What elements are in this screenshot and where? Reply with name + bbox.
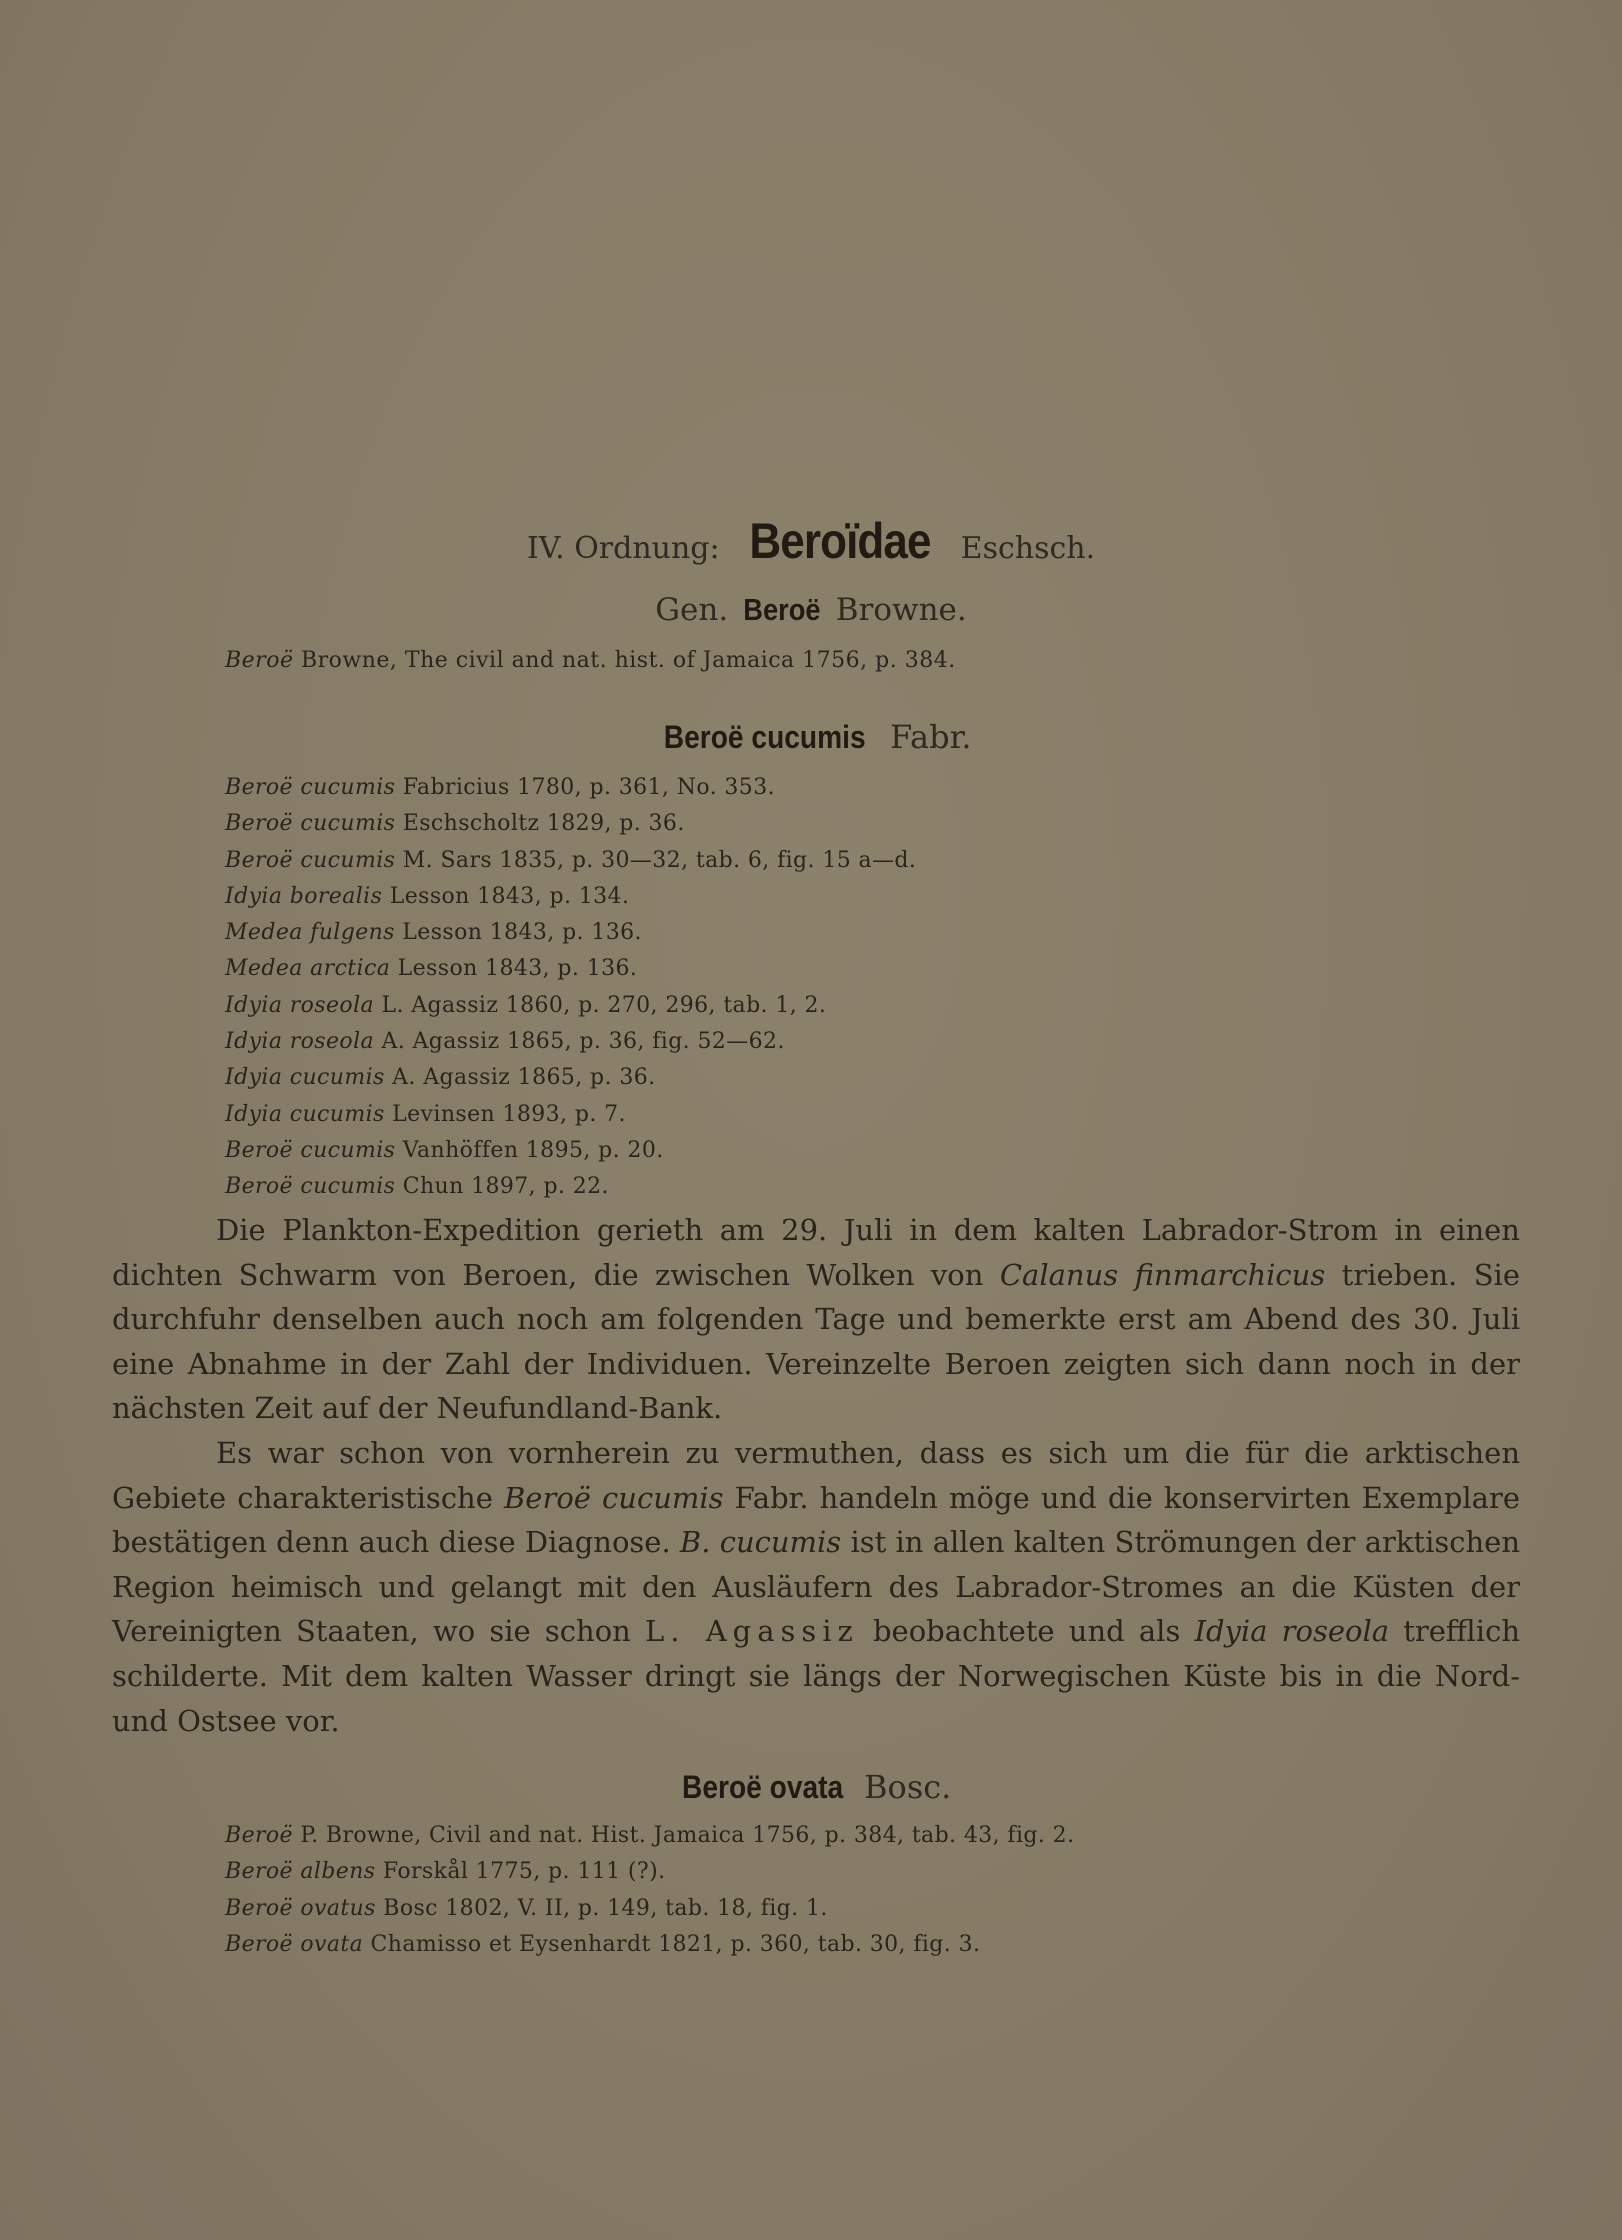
paragraph-text: Fabr. handeln möge und die konservirten Exemplare bestätigen denn auch diese Diagnose. — [112, 1480, 1520, 1560]
synonym-entry — [225, 770, 916, 806]
synonym-citation: Eschscholtz 1829, p. 36. — [402, 811, 685, 837]
order-prefix: IV. Ordnung: — [526, 531, 720, 566]
synonym-citation: Fabricius 1780, p. 361, No. 353. — [402, 775, 775, 800]
synonym-entry — [225, 1060, 916, 1096]
genus-author: Browne. — [835, 592, 967, 628]
genus-prefix: Gen. — [655, 592, 729, 628]
synonym-entry — [225, 1927, 1074, 1963]
species-name: Beroë cucumis — [664, 719, 867, 755]
synonym-citation: Lesson 1843, p. 136. — [402, 920, 642, 946]
species-heading-cucumis — [0, 718, 1622, 756]
synonym-taxon: Beroë albens — [225, 1859, 376, 1885]
paragraph-text: beobachtete und als — [858, 1614, 1195, 1649]
body-paragraph-1 — [112, 1208, 1520, 1431]
synonym-taxon: Idyia borealis — [225, 883, 383, 909]
synonym-entry — [225, 988, 916, 1024]
synonym-entry — [225, 915, 916, 951]
synonym-citation: Levinsen 1893, p. 7. — [392, 1101, 626, 1127]
genus-reference — [225, 648, 956, 673]
synonym-citation: Vanhöffen 1895, p. 20. — [402, 1137, 664, 1163]
synonym-taxon: Beroë cucumis — [225, 847, 396, 873]
paragraph-spaced-author: L. Agassiz — [645, 1614, 859, 1649]
synonym-citation: Lesson 1843, p. 136. — [397, 956, 638, 982]
synonym-entry — [225, 1133, 916, 1169]
paragraph-text: Die Plankton-Expedition gerieth am 29. Juli in dem kalten Labrador-Strom in einen dichten Schwarm von Beroen, die zwischen Wolken von — [112, 1213, 1520, 1292]
synonym-citation: Chun 1897, p. 22. — [402, 1174, 609, 1200]
paragraph-text: trefflich schilderte. Mit dem kalten Wasser dringt sie längs der Norwegischen Küste bis in die Nord- und Ostsee vor. — [112, 1614, 1520, 1738]
synonym-taxon: Beroë ovata — [225, 1931, 364, 1957]
synonym-citation: A. Agassiz 1865, p. 36. — [392, 1065, 656, 1091]
synonym-taxon: Beroë — [225, 1823, 293, 1848]
paragraph-text: Es war schon von vornherein zu vermuthen, dass es sich um die für die arktischen Gebiete charakteristische — [112, 1436, 1520, 1515]
synonym-entry — [225, 1024, 916, 1060]
paragraph-italic-taxon: B. cucumis — [679, 1525, 842, 1560]
synonym-citation: L. Agassiz 1860, p. 270, 296, tab. 1, 2. — [381, 992, 827, 1018]
genus-reference-taxon: Beroë — [225, 648, 294, 673]
synonym-citation: Lesson 1843, p. 134. — [389, 883, 630, 909]
synonym-entry — [225, 843, 916, 879]
synonym-entry — [225, 1169, 916, 1205]
paragraph-italic-taxon: Beroë cucumis — [504, 1480, 724, 1515]
synonym-taxon: Beroë cucumis — [225, 1137, 396, 1163]
synonym-citation: Bosc 1802, V. II, p. 149, tab. 18, fig. 1. — [383, 1895, 828, 1921]
synonym-taxon: Medea fulgens — [225, 920, 395, 946]
genus-heading — [0, 592, 1622, 628]
paragraph-text: ist in allen kalten Strömungen der arktischen Region heimisch und gelangt mit den Ausläufern des Labrador-Stromes an die Küsten der Vereinigten Staaten, wo sie schon — [112, 1525, 1520, 1649]
body-paragraph-2 — [112, 1431, 1520, 1743]
paragraph-italic-taxon: Idyia roseola — [1194, 1614, 1390, 1649]
synonym-list-ovata — [225, 1818, 1074, 1963]
genus-name: Beroë — [743, 592, 821, 627]
synonym-citation: Chamisso et Eysenhardt 1821, p. 360, tab. 30, fig. 3. — [370, 1931, 981, 1957]
synonym-entry — [225, 879, 916, 915]
synonym-entry — [225, 951, 916, 987]
paragraph-italic-taxon: Calanus finmarchicus — [999, 1257, 1326, 1292]
synonym-citation: P. Browne, Civil and nat. Hist. Jamaica 1756, p. 384, tab. 43, fig. 2. — [300, 1823, 1075, 1848]
synonym-taxon: Idyia roseola — [225, 1029, 375, 1055]
synonym-citation: A. Agassiz 1865, p. 36, fig. 52—62. — [381, 1029, 785, 1055]
species-author: Bosc. — [864, 1768, 952, 1806]
synonym-taxon: Idyia cucumis — [225, 1101, 385, 1127]
synonym-citation: Forskål 1775, p. 111 (?). — [382, 1859, 666, 1885]
order-author: Eschsch. — [960, 531, 1096, 566]
order-name: Beroïdae — [749, 513, 931, 569]
synonym-entry — [225, 1891, 1074, 1927]
genus-reference-text: Browne, The civil and nat. hist. of Jamaica 1756, p. 384. — [300, 648, 956, 673]
synonym-entry — [225, 1818, 1074, 1854]
synonym-taxon: Idyia cucumis — [225, 1065, 385, 1091]
synonym-entry — [225, 806, 916, 842]
synonym-citation: M. Sars 1835, p. 30—32, tab. 6, fig. 15 a—d. — [402, 847, 917, 873]
synonym-taxon: Beroë cucumis — [225, 1174, 396, 1200]
species-author: Fabr. — [890, 718, 972, 756]
species-name: Beroë ovata — [681, 1769, 843, 1805]
order-heading — [0, 512, 1622, 570]
synonym-list-cucumis — [225, 770, 916, 1206]
synonym-taxon: Beroë cucumis — [225, 775, 396, 800]
synonym-taxon: Beroë ovatus — [225, 1895, 376, 1921]
synonym-taxon: Beroë cucumis — [225, 811, 396, 837]
synonym-taxon: Medea arctica — [225, 956, 391, 982]
synonym-entry — [225, 1097, 916, 1133]
synonym-entry — [225, 1854, 1074, 1890]
synonym-taxon: Idyia roseola — [225, 992, 375, 1018]
paragraph-text: trieben. Sie durchfuhr denselben auch noch am folgenden Tage und bemerkte erst am Abend des 30. Juli eine Abnahme in der Zahl der Individuen. Vereinzelte Beroen zeigten sich dann noch in der nächsten Zeit auf der Neufundland-Bank. — [112, 1257, 1520, 1426]
species-heading-ovata — [0, 1768, 1622, 1806]
